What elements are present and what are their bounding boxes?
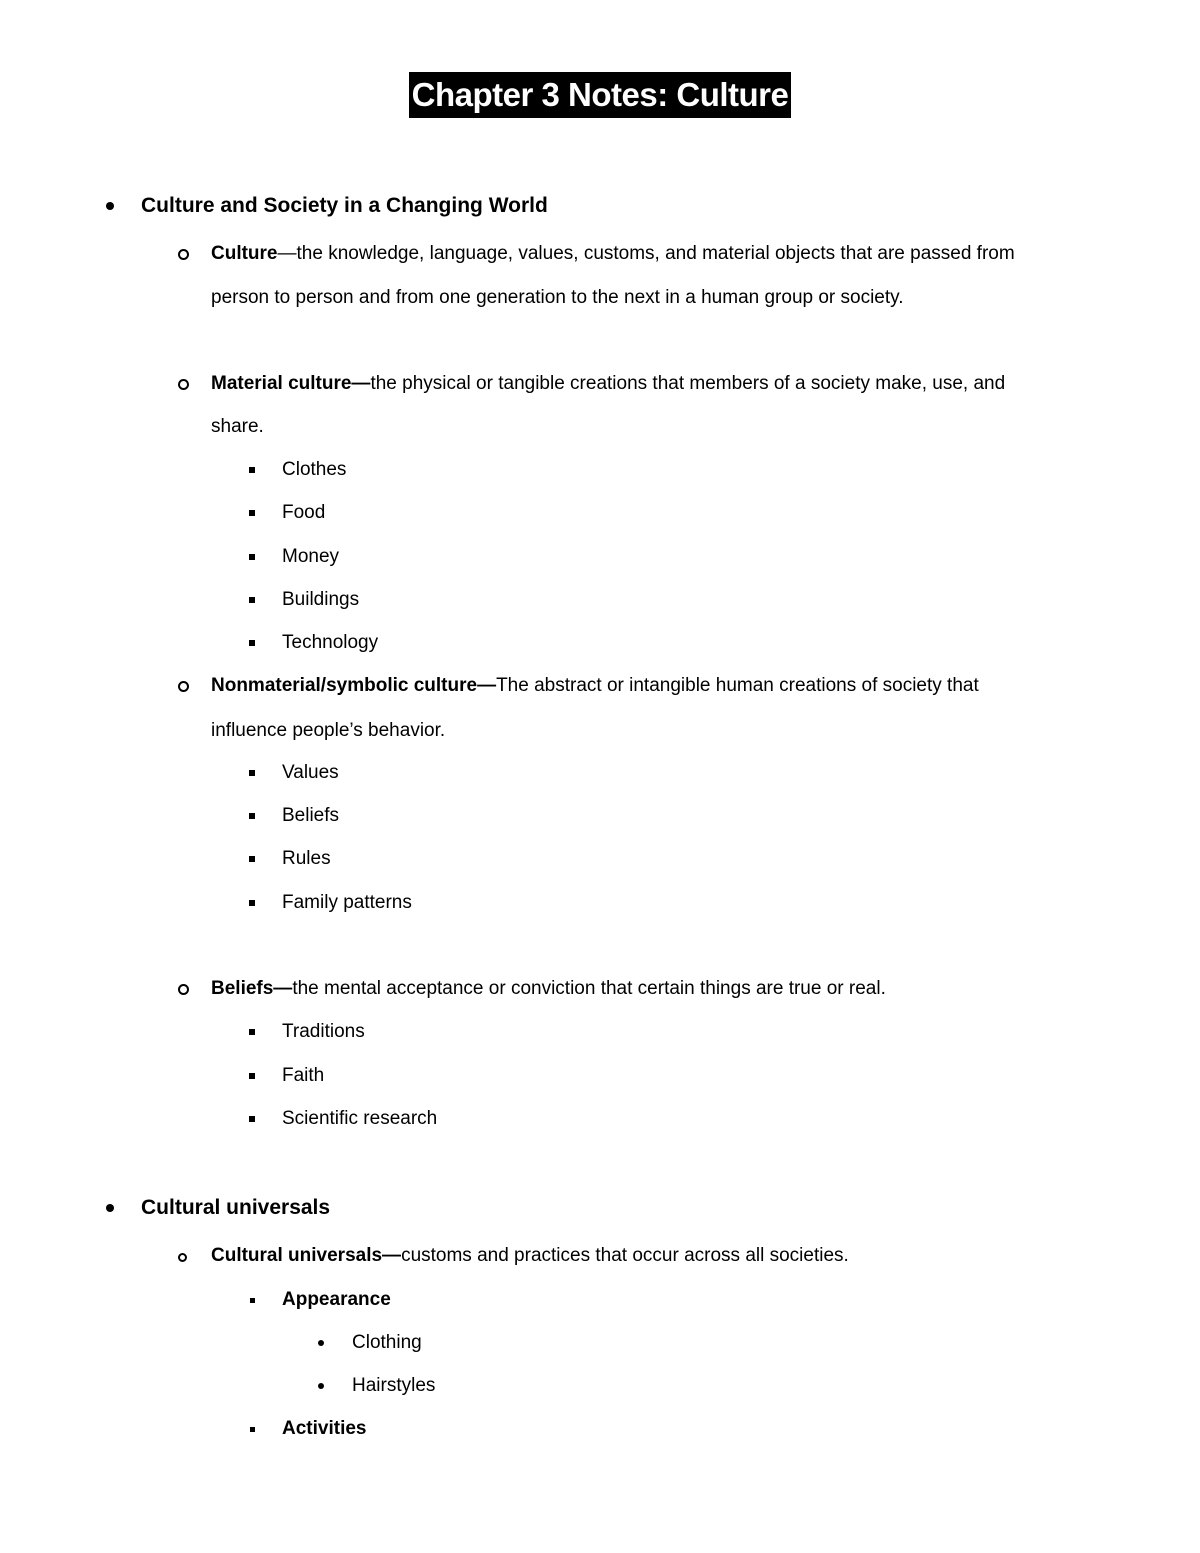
list-item: Clothes: [0, 455, 1200, 485]
list-item: Food: [0, 498, 1200, 528]
bullet-ring-icon: [178, 984, 189, 995]
list-item: Hairstyles: [0, 1371, 1200, 1401]
list-item-culture-cont: person to person and from one generation to the next in a human group or society.: [211, 287, 904, 308]
bullet-square-icon: [249, 1073, 255, 1079]
list-item-beliefs: Beliefs—the mental acceptance or conviction that certain things are true or real.: [0, 974, 1200, 1004]
list-item: Family patterns: [0, 888, 1200, 918]
bullet-square-icon: [249, 856, 255, 862]
list-item-material-culture: Material culture—the physical or tangible creations that members of a society make, use, and: [0, 369, 1200, 399]
bullet-square-icon: [249, 1029, 255, 1035]
list-item-culture: Culture—the knowledge, language, values, customs, and material objects that are passed from: [0, 239, 1200, 269]
bullet-dot-icon: [318, 1383, 324, 1389]
list-item: Faith: [0, 1061, 1200, 1091]
term-nonmaterial-culture: Nonmaterial/symbolic culture—: [211, 675, 497, 696]
term-material-culture: Material culture—: [211, 373, 371, 394]
list-item-cultural-universals: Cultural universals—customs and practices that occur across all societies.: [0, 1241, 1200, 1271]
bullet-disc-icon: [106, 202, 114, 210]
list-item: Clothing: [0, 1328, 1200, 1358]
bullet-square-icon: [250, 1298, 255, 1303]
bullet-square-icon: [249, 813, 255, 819]
bullet-square-icon: [249, 554, 255, 560]
bullet-square-icon: [249, 900, 255, 906]
section-heading-2: Cultural universals: [0, 1193, 1200, 1223]
bullet-square-icon: [249, 467, 255, 473]
page-title-text: Chapter 3 Notes: Culture: [409, 72, 792, 118]
bullet-square-icon: [249, 1116, 255, 1122]
bullet-dot-icon: [318, 1340, 324, 1346]
list-item-appearance: Appearance: [0, 1285, 1200, 1315]
list-item: Values: [0, 758, 1200, 788]
bullet-square-icon: [249, 770, 255, 776]
bullet-square-icon: [250, 1427, 255, 1432]
bullet-disc-icon: [106, 1204, 114, 1212]
term-beliefs: Beliefs—: [211, 978, 293, 999]
list-item: Rules: [0, 844, 1200, 874]
list-item-activities: Activities: [0, 1414, 1200, 1444]
list-item: Technology: [0, 628, 1200, 658]
bullet-ring-icon: [178, 681, 189, 692]
section-heading-1: Culture and Society in a Changing World: [0, 191, 1200, 221]
list-item-nonmaterial-cont: influence people’s behavior.: [211, 720, 446, 741]
list-item: Beliefs: [0, 801, 1200, 831]
list-item-nonmaterial-culture: Nonmaterial/symbolic culture—The abstract or intangible human creations of society that: [0, 671, 1200, 701]
bullet-ring-icon: [178, 249, 189, 260]
list-item: Buildings: [0, 585, 1200, 615]
list-item: Money: [0, 542, 1200, 572]
list-item-material-cont: share.: [211, 416, 264, 437]
list-item: Scientific research: [0, 1104, 1200, 1134]
term-culture: Culture: [211, 243, 278, 264]
bullet-square-icon: [249, 510, 255, 516]
bullet-square-icon: [249, 597, 255, 603]
term-cultural-universals: Cultural universals—: [211, 1245, 402, 1266]
bullet-square-icon: [249, 640, 255, 646]
list-item: Traditions: [0, 1017, 1200, 1047]
page-title: [0, 72, 1200, 118]
bullet-ring-icon: [178, 1253, 187, 1262]
bullet-ring-icon: [178, 379, 189, 390]
